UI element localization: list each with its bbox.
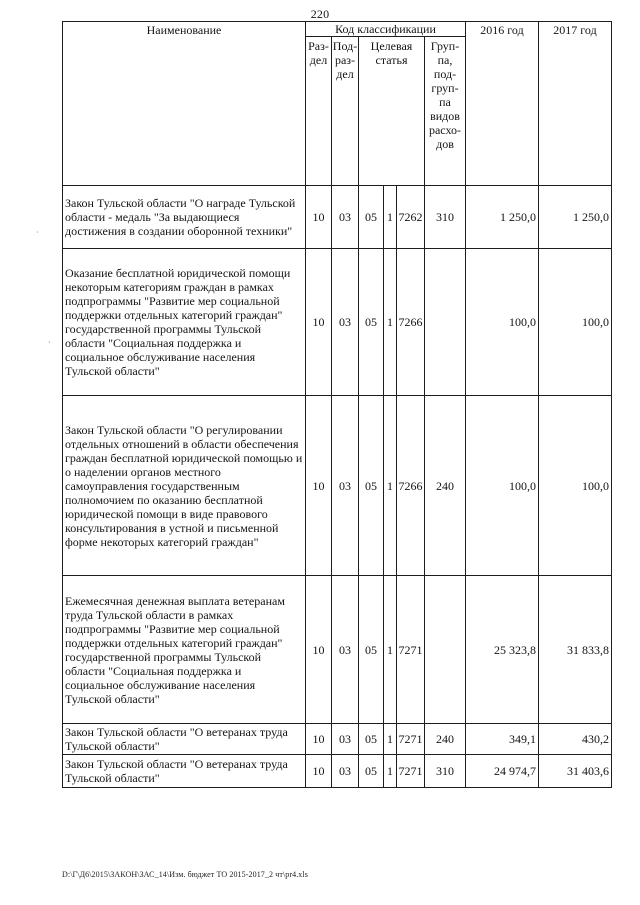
header-year-2016: 2016 год [466, 22, 539, 186]
row-cs-subprogram: 1 [384, 755, 397, 788]
table-row [63, 755, 612, 788]
table-row [63, 576, 612, 724]
header-row-top [63, 22, 612, 37]
row-cs-program: 05 [359, 724, 384, 755]
row-cs-program: 05 [359, 576, 384, 724]
row-name: Закон Тульской области "О регулировании отдельных отношений в области обеспечения граждан бесплатной юридической помощью и о наделении органов местного самоуправления государственным полномочием по оказанию бесплатной юридической помощи в виде правового консультирования в устной и письменной форме некоторых категорий граждан" [63, 396, 306, 576]
row-amount-2016: 349,1 [466, 724, 539, 755]
row-amount-2016: 1 250,0 [466, 186, 539, 249]
header-razdel: Раз- дел [306, 37, 332, 186]
table-row [63, 724, 612, 755]
header-year-2017: 2017 год [539, 22, 612, 186]
row-amount-2017: 31 833,8 [539, 576, 612, 724]
row-podrazdel: 03 [332, 186, 359, 249]
header-code-group: Код классификации [306, 22, 466, 37]
row-name: Оказание бесплатной юридической помощи некоторым категориям граждан в рамках подпрограммы "Развитие мер социальной поддержки отдельных категорий граждан" государственной программы Тульской области "Социальная поддержка и социальное обслуживание населения Тульской области" [63, 249, 306, 396]
row-amount-2017: 430,2 [539, 724, 612, 755]
row-cs-subprogram: 1 [384, 396, 397, 576]
row-amount-2017: 1 250,0 [539, 186, 612, 249]
row-vid: 240 [425, 396, 466, 576]
row-cs-program: 05 [359, 249, 384, 396]
row-vid [425, 249, 466, 396]
row-podrazdel: 03 [332, 724, 359, 755]
row-cs-direction: 7262 [397, 186, 425, 249]
scan-margin-dot: · [36, 228, 39, 237]
row-cs-program: 05 [359, 755, 384, 788]
budget-table [62, 21, 612, 788]
row-amount-2016: 100,0 [466, 249, 539, 396]
table-row [63, 396, 612, 576]
row-podrazdel: 03 [332, 396, 359, 576]
row-razdel: 10 [306, 755, 332, 788]
row-amount-2016: 24 974,7 [466, 755, 539, 788]
row-name: Закон Тульской области "О награде Тульской области - медаль "За выдающиеся достижения в создании оборонной техники" [63, 186, 306, 249]
row-amount-2017: 100,0 [539, 249, 612, 396]
row-amount-2017: 31 403,6 [539, 755, 612, 788]
row-amount-2016: 100,0 [466, 396, 539, 576]
header-name: Наименование [63, 22, 306, 186]
table-row [63, 186, 612, 249]
row-razdel: 10 [306, 186, 332, 249]
row-podrazdel: 03 [332, 576, 359, 724]
row-vid: 310 [425, 186, 466, 249]
row-cs-subprogram: 1 [384, 576, 397, 724]
row-name: Ежемесячная денежная выплата ветеранам труда Тульской области в рамках подпрограммы "Развитие мер социальной поддержки отдельных категорий граждан" государственной программы Тульской области "Социальная поддержка и социальное обслуживание населения Тульской области" [63, 576, 306, 724]
row-razdel: 10 [306, 724, 332, 755]
header-podrazdel: Под- раз- дел [332, 37, 359, 186]
row-vid: 240 [425, 724, 466, 755]
row-cs-program: 05 [359, 186, 384, 249]
row-vid [425, 576, 466, 724]
row-razdel: 10 [306, 249, 332, 396]
scan-margin-dot: · [48, 338, 51, 347]
row-cs-direction: 7266 [397, 249, 425, 396]
row-cs-subprogram: 1 [384, 724, 397, 755]
row-name: Закон Тульской области "О ветеранах труда Тульской области" [63, 755, 306, 788]
row-razdel: 10 [306, 396, 332, 576]
header-vid-rashodov: Груп- па, под- груп- па видов расхо- дов [425, 37, 466, 186]
row-cs-direction: 7271 [397, 576, 425, 724]
row-cs-subprogram: 1 [384, 186, 397, 249]
row-cs-program: 05 [359, 396, 384, 576]
header-celevaya-statya: Целевая статья [359, 37, 425, 186]
row-cs-direction: 7266 [397, 396, 425, 576]
row-razdel: 10 [306, 576, 332, 724]
row-podrazdel: 03 [332, 249, 359, 396]
row-cs-subprogram: 1 [384, 249, 397, 396]
table-row [63, 249, 612, 396]
row-name: Закон Тульской области "О ветеранах труда Тульской области" [63, 724, 306, 755]
row-podrazdel: 03 [332, 755, 359, 788]
row-amount-2017: 100,0 [539, 396, 612, 576]
row-cs-direction: 7271 [397, 755, 425, 788]
row-vid: 310 [425, 755, 466, 788]
row-cs-direction: 7271 [397, 724, 425, 755]
row-amount-2016: 25 323,8 [466, 576, 539, 724]
file-path-footer: D:\Г\Д6\2015\ЗАКОН\ЗАС_14\Изм. бюджет ТО 2015-2017_2 чт\pr4.xls [62, 870, 308, 879]
page-number: 220 [310, 7, 330, 21]
